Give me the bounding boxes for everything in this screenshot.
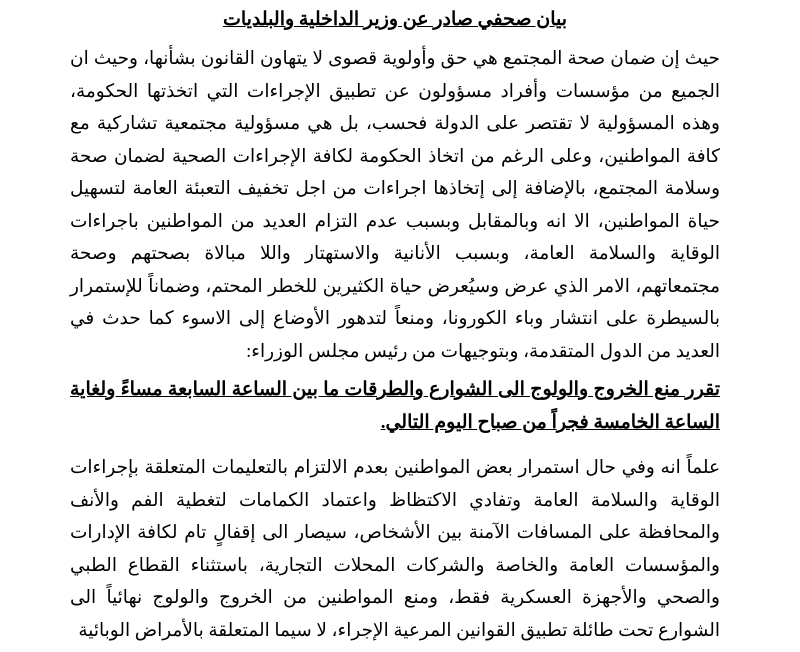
preamble-paragraph: حيث إن ضمان صحة المجتمع هي حق وأولوية قصوى لا يتهاون القانون بشأنها، وحيث ان الجميع من مؤسسات وأفراد مسؤولون عن تطبيق الإجراءات التي اتخذتها الحكومة، وهذه المسؤولية لا تقتصر على الدولة فحسب، بل هي مسؤولية مجتمعية تشاركية مع كافة المواطنين، وعلى الرغم من اتخاذ الحكومة لكافة الإجراءات الصحية لضمان صحة وسلامة المجتمع، بالإضافة إلى إتخاذها اجراءات من اجل تخفيف التعبئة العامة لتسهيل حياة المواطنين، الا انه وبالمقابل وبسبب عدم التزام العديد من المواطنين باجراءات الوقاية والسلامة العامة، وبسبب الأنانية والاستهتار واللا مبالاة بصحتهم وصحة مجتمعاتهم، الامر الذي عرض وسيُعرض حياة الكثيرين للخطر المحتم، وضماناً للإستمرار بالسيطرة على انتشار وباء الكورونا، ومنعاً لتدهور الأوضاع إلى الاسوء كما حدث في العديد من الدول المتقدمة، وبتوجيهات من رئيس مجلس الوزراء: [70, 49, 720, 362]
warning-paragraph: علماً انه وفي حال استمرار بعض المواطنين بعدم الالتزام بالتعليمات المتعلقة بإجراءات الوقاية والسلامة العامة وتفادي الاكتظاظ واعتماد الكمامات لتغطية الفم والأنف والمحافظة على المسافات الآمنة بين الأشخاص، سيصار الى إقفالٍ تام لكافة الإدارات والمؤسسات العامة والخاصة والشركات المحلات التجارية، باستثناء القطاع الطبي والصحي والأجهزة العسكرية فقط، ومنع المواطنين من الخروج والولوج نهائياً الى الشوارع تحت طائلة تطبيق القوانين المرعية الإجراء، لا سيما المتعلقة بالأمراض الوبائية [70, 458, 720, 641]
decision-statement: تقرر منع الخروج والولوج الى الشوارع والطرقات ما بين الساعة السابعة مساءً ولغاية الساعة الخامسة فجراً من صباح اليوم التالي. [70, 379, 720, 433]
document-title: بيان صحفي صادر عن وزير الداخلية والبلديات [222, 9, 568, 30]
